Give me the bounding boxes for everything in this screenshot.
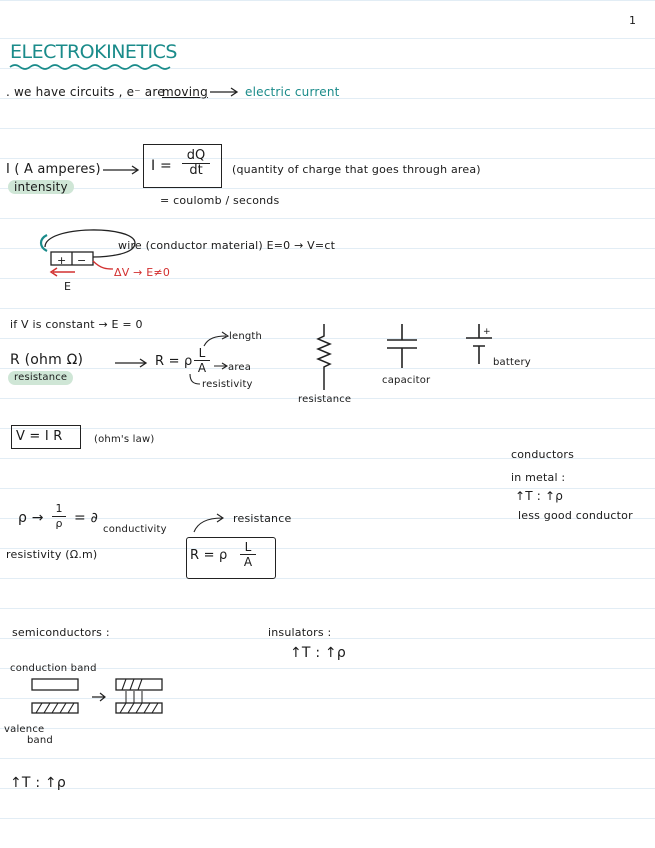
insulators-rule: ↑T : ↑ρ	[290, 645, 346, 661]
conductivity-fraction	[52, 502, 66, 531]
current-symbol: I ( A amperes)	[6, 162, 101, 177]
resistor-symbol-icon	[314, 324, 334, 390]
conductivity-num: 1	[55, 502, 63, 515]
boxed-den: A	[243, 555, 253, 569]
current-note: (quantity of charge that goes through area)	[232, 163, 481, 176]
band-diagram	[30, 677, 170, 717]
current-den: dt	[189, 163, 203, 178]
resistance-formula: R = ρ	[155, 354, 193, 369]
semiconductors-rule: ↑T : ↑ρ	[10, 775, 66, 791]
current-formula-lhs: I =	[151, 158, 172, 174]
boxed-formula: R = ρ	[190, 548, 228, 563]
conductors-title: conductors	[511, 448, 575, 461]
current-num: dQ	[186, 148, 206, 163]
valence-band-label-2: band	[27, 735, 53, 746]
boxed-fraction	[240, 540, 256, 569]
insulators-title: insulators :	[268, 626, 332, 639]
conductors-rule: ↑T : ↑ρ	[515, 489, 564, 503]
circuit-plus: +	[57, 254, 67, 267]
area-label: area	[228, 362, 252, 373]
resistance-symbol: R (ohm Ω)	[10, 352, 84, 368]
battery-symbol-icon	[462, 324, 496, 368]
current-unit: = coulomb / seconds	[160, 194, 280, 207]
arrow-icon	[210, 87, 240, 97]
ohm-formula: V = I R	[16, 429, 63, 444]
resistance-symbol-label: resistance	[298, 394, 352, 405]
capacitor-label: capacitor	[382, 375, 431, 386]
conductivity-resistance-label: resistance	[233, 512, 292, 525]
arrow-icon	[103, 165, 141, 175]
intro-result: electric current	[245, 85, 340, 99]
intro-text: . we have circuits , e⁻ are	[6, 85, 165, 99]
conductivity-formula-left: ρ →	[18, 510, 44, 526]
circuit-e-label: E	[64, 280, 72, 293]
battery-plus: +	[483, 327, 491, 337]
boxed-num: L	[244, 540, 252, 554]
constant-v-rule: if V is constant → E = 0	[10, 318, 143, 331]
conductivity-den: ρ	[55, 517, 63, 530]
circuit-wire-note: wire (conductor material) E=0 → V=ct	[118, 239, 336, 252]
conduction-band-label: conduction band	[10, 663, 97, 674]
resistance-name: resistance	[8, 371, 73, 385]
battery-label: battery	[493, 357, 531, 368]
current-name: intensity	[8, 180, 74, 194]
resistance-arrow-icon	[190, 514, 230, 534]
capacitor-symbol-icon	[385, 324, 419, 374]
length-label: length	[229, 331, 263, 342]
resistance-den: A	[197, 361, 207, 375]
resistance-num: L	[198, 346, 206, 360]
semiconductors-title: semiconductors :	[12, 626, 110, 639]
ohm-label: (ohm's law)	[94, 434, 155, 445]
valence-band-label-1: valence	[4, 724, 45, 735]
conductors-sub: in metal :	[511, 471, 566, 484]
title-underline	[10, 63, 170, 71]
resistivity-unit: resistivity (Ω.m)	[6, 548, 98, 561]
arrow-icon	[115, 358, 149, 368]
circuit-delta-v: ΔV → E≠0	[114, 266, 171, 279]
resistivity-label: resistivity	[202, 379, 253, 390]
intro-moving: moving	[162, 85, 208, 99]
conductors-note: less good conductor	[518, 509, 633, 522]
page-number: 1	[629, 14, 636, 27]
circuit-minus: −	[77, 254, 87, 267]
conductivity-label: conductivity	[103, 524, 167, 535]
conductivity-rhs: = ∂	[74, 510, 99, 526]
page-title: ELECTROKINETICS	[10, 41, 177, 63]
current-fraction	[182, 149, 210, 178]
